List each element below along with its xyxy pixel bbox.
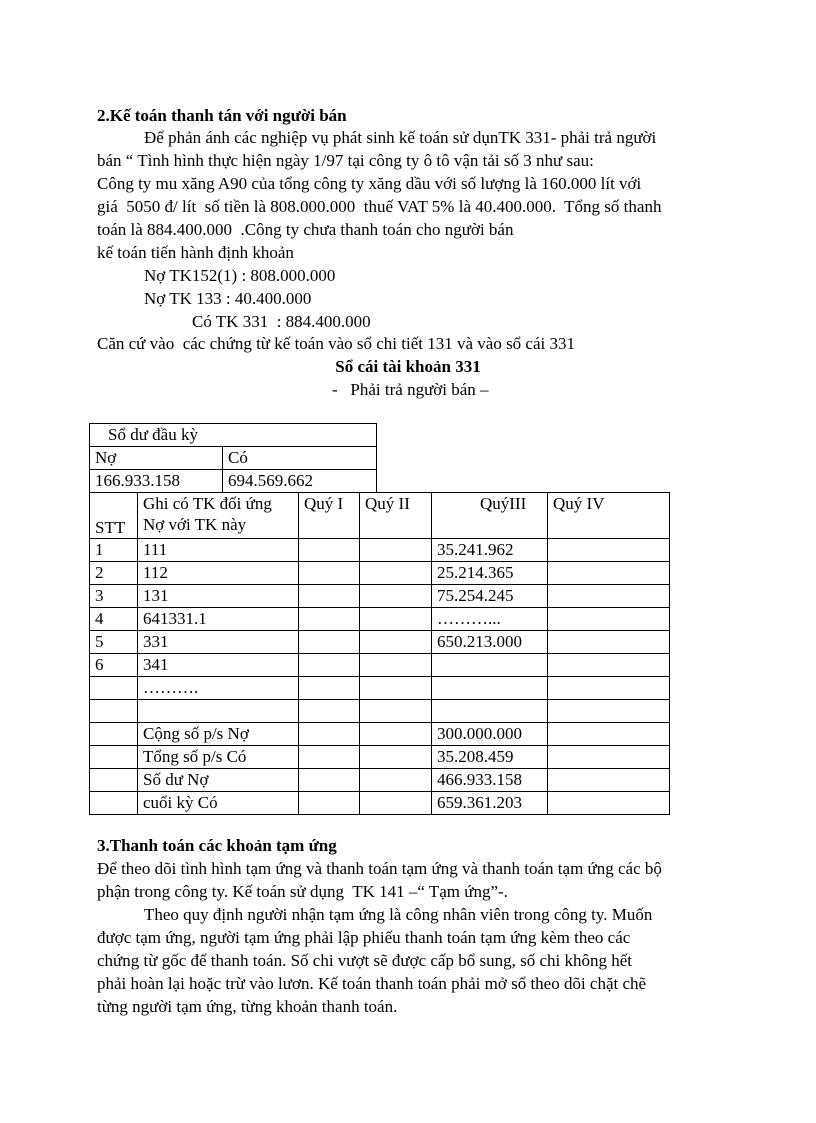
- cell-q3: 35.241.962: [432, 539, 548, 562]
- ledger-title: Sổ cái tài khoản 331: [335, 357, 481, 376]
- paragraph-line: Công ty mu xăng A90 của tổng công ty xăng dầu với số lượng là 160.000 lít với: [97, 174, 642, 193]
- cell-q4: [548, 608, 670, 631]
- cell-q1: [299, 677, 360, 700]
- cell-account: 341: [138, 654, 299, 677]
- cell-q4: [548, 631, 670, 654]
- cell-q4: [548, 746, 670, 769]
- cell-q2: [360, 631, 432, 654]
- cell-q1: [299, 700, 360, 723]
- table-row: [90, 585, 670, 608]
- cell-q2: [360, 585, 432, 608]
- cell-q3: 466.933.158: [432, 769, 548, 792]
- ledger-table: [89, 492, 670, 815]
- cell-q1: [299, 585, 360, 608]
- opening-balance-label: Sổ dư đầu kỳ: [90, 424, 377, 447]
- cell-account: 641331.1: [138, 608, 299, 631]
- cell-q1: [299, 769, 360, 792]
- cell-q3: 650.213.000: [432, 631, 548, 654]
- cell-stt: 4: [90, 608, 138, 631]
- paragraph-line: Để theo dõi tình hình tạm ứng và thanh toán tạm ứng và thanh toán tạm ứng các bộ: [97, 859, 662, 878]
- header-q2: Quý II: [360, 493, 432, 539]
- cell-account: 111: [138, 539, 299, 562]
- opening-balance-table: [89, 423, 377, 493]
- paragraph-line: giá 5050 đ/ lít số tiền là 808.000.000 thuế VAT 5% là 40.400.000. Tổng số thanh: [97, 197, 662, 216]
- paragraph-line: Căn cứ vào các chứng từ kế toán vào sổ chi tiết 131 và vào sổ cái 331: [97, 334, 576, 353]
- cell-q1: [299, 723, 360, 746]
- cell-account: 131: [138, 585, 299, 608]
- ledger-subtitle: - Phải trả người bán –: [332, 380, 489, 399]
- cell-account: 112: [138, 562, 299, 585]
- cell-q2: [360, 654, 432, 677]
- cell-q2: [360, 723, 432, 746]
- cell-q4: [548, 792, 670, 815]
- header-account-line2: Nợ với TK này: [143, 515, 247, 534]
- cell-q4: [548, 700, 670, 723]
- section-2-heading: 2.Kế toán thanh tán với người bán: [97, 106, 347, 125]
- cell-stt: 2: [90, 562, 138, 585]
- cell-account: Cộng số p/s Nợ: [138, 723, 299, 746]
- cell-stt: 3: [90, 585, 138, 608]
- header-q1: Quý I: [299, 493, 360, 539]
- cell-q1: [299, 608, 360, 631]
- header-q4: Quý IV: [548, 493, 670, 539]
- cell-stt: [90, 700, 138, 723]
- cell-q3: ………...: [432, 608, 548, 631]
- header-stt: STT: [90, 493, 138, 539]
- table-row: [90, 562, 670, 585]
- cell-q2: [360, 792, 432, 815]
- cell-q3: 25.214.365: [432, 562, 548, 585]
- cell-q2: [360, 769, 432, 792]
- table-row: [90, 746, 670, 769]
- cell-q2: [360, 677, 432, 700]
- cell-q3: 35.208.459: [432, 746, 548, 769]
- cell-stt: [90, 746, 138, 769]
- paragraph-line: chứng từ gốc để thanh toán. Số chi vượt sẽ được cấp bổ sung, số chi không hết: [97, 951, 632, 970]
- paragraph-line: toán là 884.400.000 .Công ty chưa thanh toán cho người bán: [97, 220, 514, 239]
- cell-stt: [90, 677, 138, 700]
- cell-account: cuối kỳ Có: [138, 792, 299, 815]
- paragraph-line: Theo quy định người nhận tạm ứng là công nhân viên trong công ty. Muốn: [144, 905, 653, 924]
- table-row: [90, 654, 670, 677]
- table-row: [90, 631, 670, 654]
- table-row: [90, 677, 670, 700]
- cell-stt: [90, 723, 138, 746]
- cell-q1: [299, 746, 360, 769]
- cell-q1: [299, 631, 360, 654]
- cell-q1: [299, 562, 360, 585]
- table-row: [90, 539, 670, 562]
- cell-q3: 300.000.000: [432, 723, 548, 746]
- cell-account: [138, 700, 299, 723]
- table-row: [90, 723, 670, 746]
- paragraph-line: bán “ Tình hình thực hiện ngày 1/97 tại công ty ô tô vận tải số 3 như sau:: [97, 151, 594, 170]
- paragraph-line: phải hoàn lại hoặc trừ vào lươn. Kế toán thanh toán phải mở sổ theo dõi chặt chẽ: [97, 974, 647, 993]
- cell-q4: [548, 654, 670, 677]
- table-row: [90, 700, 670, 723]
- cell-q4: [548, 539, 670, 562]
- opening-credit-value: 694.569.662: [223, 470, 377, 493]
- cell-q3: [432, 700, 548, 723]
- cell-stt: [90, 769, 138, 792]
- cell-q3: 75.254.245: [432, 585, 548, 608]
- opening-debit-value: 166.933.158: [90, 470, 223, 493]
- cell-stt: 1: [90, 539, 138, 562]
- journal-entry-debit: Nợ TK 133 : 40.400.000: [144, 289, 312, 308]
- journal-entry-credit: Có TK 331 : 884.400.000: [192, 312, 371, 331]
- cell-q4: [548, 585, 670, 608]
- cell-stt: 5: [90, 631, 138, 654]
- header-account: [138, 493, 299, 539]
- opening-credit-label: Có: [223, 447, 377, 470]
- cell-q3: [432, 654, 548, 677]
- header-account-line1: Ghi có TK đối ứng: [143, 494, 272, 513]
- opening-debit-label: Nợ: [90, 447, 223, 470]
- table-row: [90, 792, 670, 815]
- cell-q2: [360, 562, 432, 585]
- cell-q1: [299, 654, 360, 677]
- section-3-heading: 3.Thanh toán các khoản tạm ứng: [97, 836, 337, 855]
- cell-stt: 6: [90, 654, 138, 677]
- cell-q4: [548, 562, 670, 585]
- cell-q2: [360, 746, 432, 769]
- cell-q4: [548, 677, 670, 700]
- paragraph-line: kế toán tiến hành định khoản: [97, 243, 294, 262]
- cell-account: Số dư Nợ: [138, 769, 299, 792]
- header-q3: QuýIII: [432, 493, 548, 539]
- cell-account: 331: [138, 631, 299, 654]
- paragraph-line: được tạm ứng, người tạm ứng phải lập phiếu thanh toán tạm ứng kèm theo các: [97, 928, 631, 947]
- cell-q2: [360, 700, 432, 723]
- paragraph-line: từng người tạm ứng, từng khoản thanh toán.: [97, 997, 398, 1016]
- cell-account: Tổng số p/s Có: [138, 746, 299, 769]
- cell-q2: [360, 539, 432, 562]
- journal-entry-debit: Nợ TK152(1) : 808.000.000: [144, 266, 336, 285]
- cell-q1: [299, 539, 360, 562]
- table-row: [90, 608, 670, 631]
- cell-q3: [432, 677, 548, 700]
- cell-q4: [548, 723, 670, 746]
- table-row: [90, 769, 670, 792]
- paragraph-line: phận trong công ty. Kế toán sử dụng TK 141 –“ Tạm ứng”-.: [97, 882, 508, 901]
- paragraph-line: Để phản ánh các nghiệp vụ phát sinh kế toán sử dụnTK 331- phải trả người: [144, 128, 657, 147]
- cell-account: ……….: [138, 677, 299, 700]
- cell-q4: [548, 769, 670, 792]
- cell-stt: [90, 792, 138, 815]
- cell-q3: 659.361.203: [432, 792, 548, 815]
- cell-q2: [360, 608, 432, 631]
- cell-q1: [299, 792, 360, 815]
